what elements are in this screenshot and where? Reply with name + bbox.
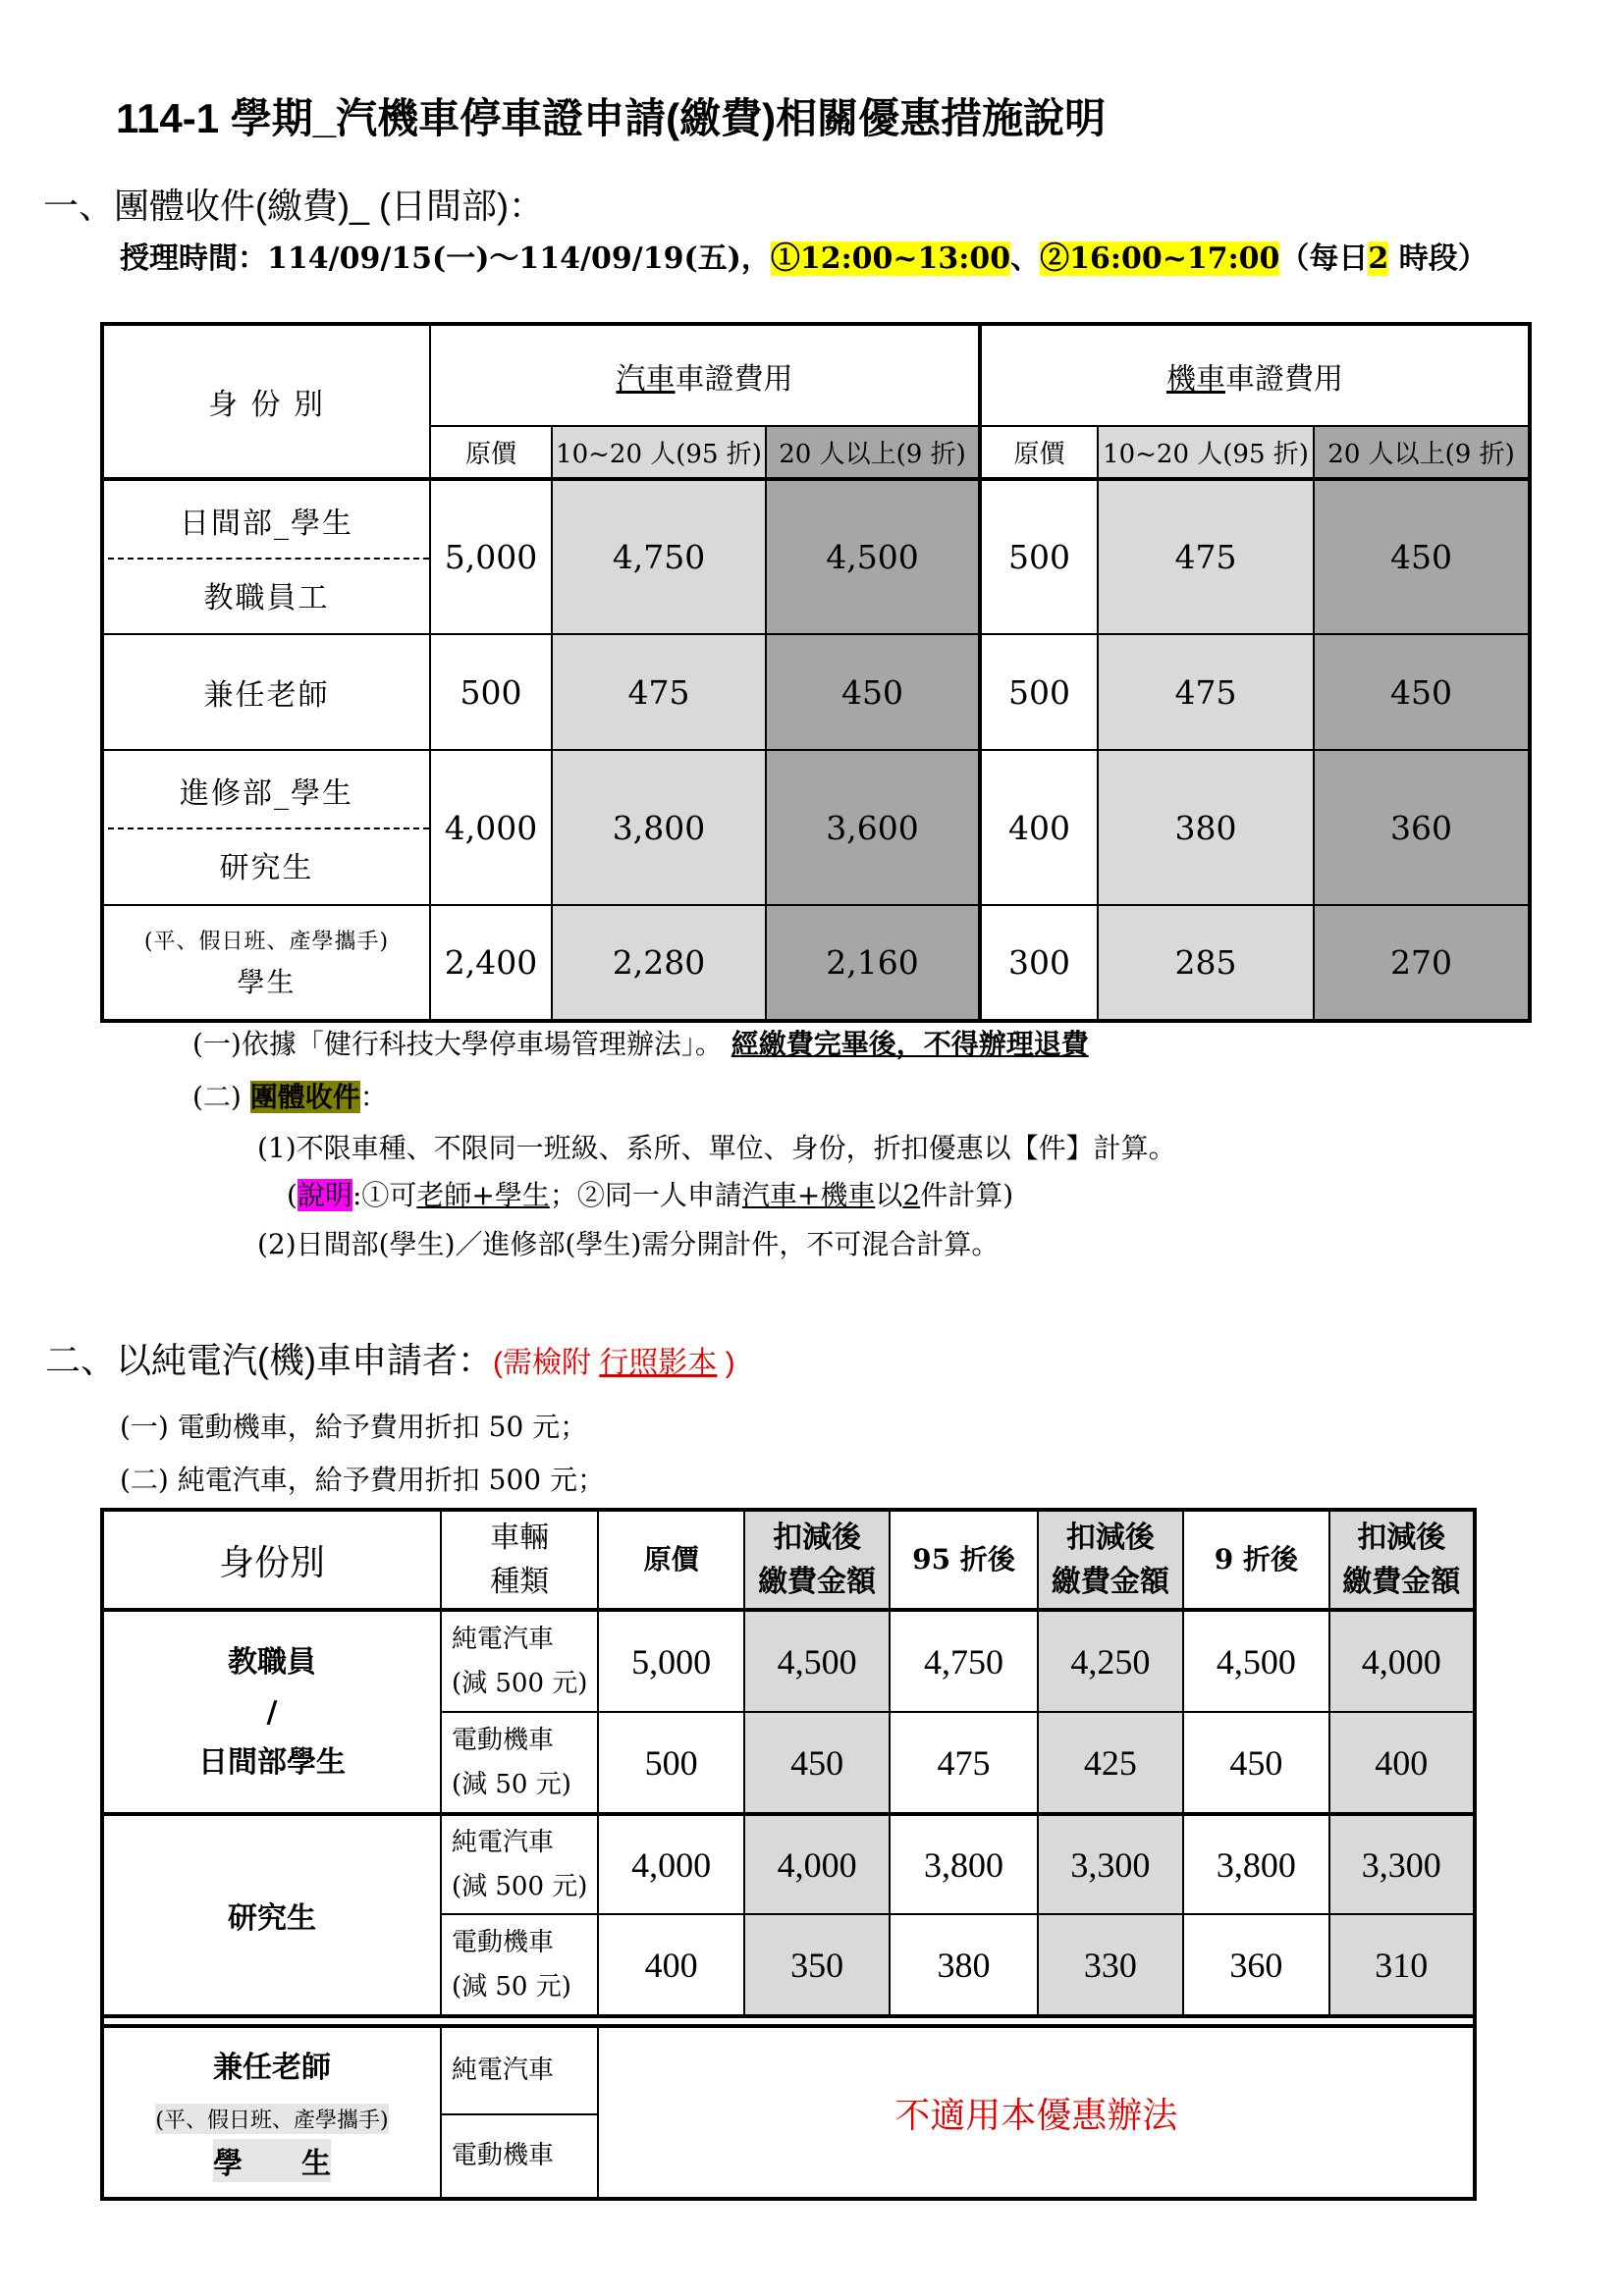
ev-vehicle-cell: 電動機車 (減 50 元): [441, 1914, 598, 2016]
ev-fee-cell: 3,300: [1038, 1814, 1183, 1914]
ev-fee-cell: 400: [598, 1914, 743, 2016]
ev-fee-cell: 4,500: [1183, 1610, 1328, 1712]
ev-fee-cell: 475: [890, 1712, 1037, 1814]
ev-fee-cell: 4,750: [890, 1610, 1037, 1712]
note-2: (二) 團體收件：: [192, 1081, 388, 1113]
ev-fee-cell: 350: [744, 1914, 890, 2016]
note-4: (說明:①可老師+學生；②同一人申請汽車+機車以2件計算): [287, 1179, 1014, 1211]
ev-fee-cell: 4,000: [1329, 1610, 1475, 1712]
fee-cell: 475: [552, 634, 766, 750]
ev-fee-cell: 380: [890, 1914, 1037, 2016]
fee-cell: 500: [980, 479, 1098, 634]
ev-vehicle-cell: 純電汽車 (減 500 元): [441, 1610, 598, 1712]
note-5: (2)日間部(學生)／進修部(學生)需分開計件，不可混合計算。: [257, 1228, 1000, 1260]
ev-fee-cell: 330: [1038, 1914, 1183, 2016]
fee-cell: 500: [980, 634, 1098, 750]
fee-cell: 4,750: [552, 479, 766, 634]
ev-vehicle-cell: 純電汽車: [441, 2026, 598, 2114]
not-applicable-cell: 不適用本優惠辦法: [598, 2026, 1475, 2199]
fee-cell: 5,000: [430, 479, 552, 634]
ev-fee-cell: 500: [598, 1712, 743, 1814]
moto-fee-header: 機車車證費用: [980, 324, 1530, 426]
ev-fee-table: [100, 1508, 1477, 2201]
ev-fee-cell: 4,000: [598, 1814, 743, 1914]
ev-fee-cell: 3,800: [890, 1814, 1037, 1914]
car-fee-header: 汽車車證費用: [430, 324, 980, 426]
identity-cell: 兼任老師: [102, 634, 430, 750]
ev-identity-cell: 教職員 / 日間部學生: [102, 1610, 441, 1814]
fee-cell: 270: [1314, 905, 1530, 1021]
sub-header-90: 20 人以上(9 折): [766, 426, 980, 479]
section1-heading: 一、團體收件(繳費)_ (日間部)：: [43, 186, 544, 226]
ev-fee-cell: 400: [1329, 1712, 1475, 1814]
fee-cell: 4,500: [766, 479, 980, 634]
fee-cell: 2,280: [552, 905, 766, 1021]
ev-fee-cell: 450: [744, 1712, 890, 1814]
sub-header-90: 20 人以上(9 折): [1314, 426, 1530, 479]
fee-cell: 475: [1098, 479, 1314, 634]
fee-cell: 2,400: [430, 905, 552, 1021]
fee-cell: 2,160: [766, 905, 980, 1021]
slot-separator: 、: [1010, 241, 1041, 276]
ev-90-header: 9 折後: [1183, 1510, 1328, 1610]
identity-cell: 研究生 進修部_學生: [102, 750, 430, 905]
ev-identity-cell: 兼任老師 (平、假日班、產學攜手) 學 生: [102, 2026, 441, 2199]
ev-vehicle-header: 車輛 種類: [441, 1510, 598, 1610]
identity-header: 身 份 別: [102, 324, 430, 479]
fee-cell: 400: [980, 750, 1098, 905]
fee-cell: 3,600: [766, 750, 980, 905]
ev-original-header: 原價: [598, 1510, 743, 1610]
section2-heading: 二、以純電汽(機)車申請者：(需檢附 行照影本 ): [45, 1340, 735, 1380]
fee-cell: 450: [1314, 634, 1530, 750]
ev-item-1: (一) 電動機車，給予費用折扣 50 元；: [120, 1411, 588, 1443]
identity-cell: 教職員工 日間部_學生: [102, 479, 430, 634]
ev-fee-cell: 450: [1183, 1712, 1328, 1814]
identity-cell: (平、假日班、產學攜手) 學生: [102, 905, 430, 1021]
hours-tail-b: 時段）: [1388, 241, 1488, 276]
ev-fee-cell: 310: [1329, 1914, 1475, 2016]
ev-deduct-header: 扣減後 繳費金額: [1038, 1510, 1183, 1610]
ev-fee-cell: 4,250: [1038, 1610, 1183, 1712]
ev-fee-cell: 4,000: [744, 1814, 890, 1914]
sub-header-original: 原價: [430, 426, 552, 479]
ev-deduct-header: 扣減後 繳費金額: [1329, 1510, 1475, 1610]
ev-vehicle-cell: 電動機車 (減 50 元): [441, 1712, 598, 1814]
hours-label: 授理時間：114/09/15(一)～114/09/19(五)，: [120, 241, 771, 276]
time-slot-1: ①12:00~13:00: [770, 241, 1011, 276]
ev-identity-cell: 研究生: [102, 1814, 441, 2016]
sub-header-original: 原價: [980, 426, 1098, 479]
ev-identity-header: 身份別: [102, 1510, 441, 1610]
fee-cell: 360: [1314, 750, 1530, 905]
note-1: (一)依據「健行科技大學停車場管理辦法」。 經繳費完畢後，不得辦理退費: [192, 1028, 1089, 1060]
ev-vehicle-cell: 電動機車: [441, 2114, 598, 2199]
hours-tail-a: （每日: [1279, 241, 1369, 276]
hours-tail-num: 2: [1368, 241, 1389, 276]
ev-fee-cell: 3,300: [1329, 1814, 1475, 1914]
ev-fee-cell: 4,500: [744, 1610, 890, 1712]
fee-cell: 300: [980, 905, 1098, 1021]
fee-cell: 380: [1098, 750, 1314, 905]
ev-item-2: (二) 純電汽車，給予費用折扣 500 元；: [120, 1464, 605, 1496]
page-title: 114-1 學期_汽機車停車證申請(繳費)相關優惠措施說明: [116, 95, 1107, 141]
ev-fee-cell: 425: [1038, 1712, 1183, 1814]
fee-cell: 285: [1098, 905, 1314, 1021]
fee-cell: 450: [766, 634, 980, 750]
group-fee-table: [100, 322, 1532, 1023]
fee-cell: 475: [1098, 634, 1314, 750]
fee-cell: 500: [430, 634, 552, 750]
ev-deduct-header: 扣減後 繳費金額: [744, 1510, 890, 1610]
fee-cell: 3,800: [552, 750, 766, 905]
note-3: (1)不限車種、不限同一班級、系所、單位、身份，折扣優惠以【件】計算。: [257, 1132, 1176, 1164]
fee-cell: 450: [1314, 479, 1530, 634]
ev-fee-cell: 5,000: [598, 1610, 743, 1712]
ev-fee-cell: 3,800: [1183, 1814, 1328, 1914]
ev-vehicle-cell: 純電汽車 (減 500 元): [441, 1814, 598, 1914]
time-slot-2: ②16:00~17:00: [1040, 241, 1280, 276]
fee-cell: 4,000: [430, 750, 552, 905]
sub-header-95: 10~20 人(95 折): [1098, 426, 1314, 479]
ev-95-header: 95 折後: [890, 1510, 1037, 1610]
reception-hours: [120, 234, 1488, 277]
ev-fee-cell: 360: [1183, 1914, 1328, 2016]
sub-header-95: 10~20 人(95 折): [552, 426, 766, 479]
